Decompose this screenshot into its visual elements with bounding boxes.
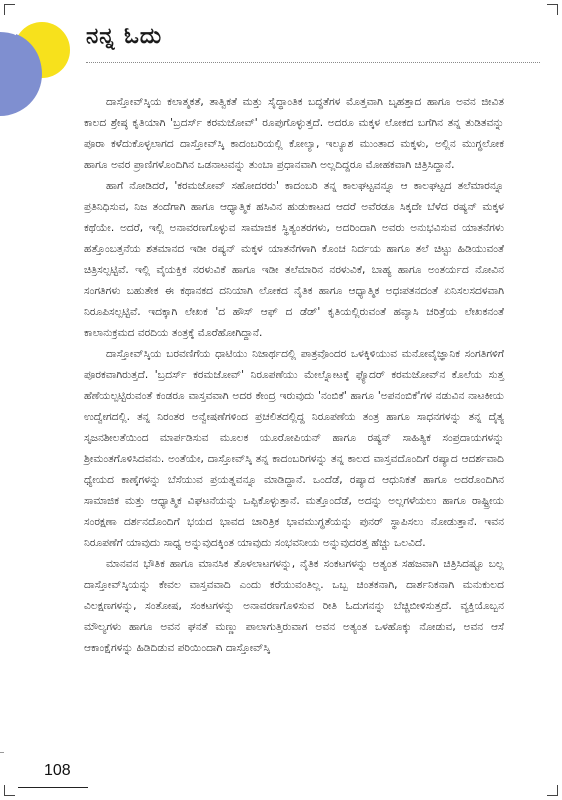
- page-number: 108: [44, 762, 71, 779]
- crop-mark-bottom-left: [4, 785, 15, 796]
- header-decoration-circles: [0, 20, 70, 120]
- chapter-title: ನನ್ನ ಓದು: [86, 24, 163, 49]
- paragraph: ಮಾನವನ ಭೌತಿಕ ಹಾಗೂ ಮಾನಸಿಕ ತೊಳಲಾಟಗಳನ್ನು, ನೈತಿಕ ಸಂಕಟಗಳನ್ನು ಅತ್ಯಂತ ಸಹಜವಾಗಿ ಚಿತ್ರಿಸಿದಷ್ಟೂ ಬಲ್ಲ ದಾಸ್ತೋವ್‌ಸ್ಕಿಯನ್ನು ಕೇವಲ ವಾಸ್ತವವಾದಿ ಎಂದು ಕರೆಯುವಂತಿಲ್ಲ. ಒಬ್ಬ ಚಿಂತಕನಾಗಿ, ದಾರ್ಶನಿಕನಾಗಿ ಮನುಕುಲದ ವಿಲಕ್ಷಣಗಳನ್ನು, ಸಂತೋಷ, ಸಂಕಟಗಳನ್ನು ಅನಾವರಣಗೊಳಿಸುವ ರೀತಿ ಓದುಗನನ್ನು ಬೆಚ್ಚಿಬೀಳಿಸುತ್ತದೆ. ವ್ಯಕ್ತಿಯೊಬ್ಬನ ಮೌಲ್ಯಗಳು ಹಾಗೂ ಅವನ ಘನತೆ ಮಣ್ಣು ಪಾಲಾಗುತ್ತಿರುವಾಗ ಅವನ ಅತ್ಯಂತ ಒಳಹೊಕ್ಕು ನೋಡುವ, ಅವನ ಆಸೆ ಆಕಾಂಕ್ಷೆಗಳನ್ನು ಹಿಡಿದಿಡುವ ಪರಿಯಿಂದಾಗಿ ದಾಸ್ತೋವ್‌ಸ್ಕಿ: [84, 558, 504, 654]
- body-text: [84, 92, 504, 659]
- crop-mark-top-left: [4, 4, 15, 15]
- paragraph: ದಾಸ್ತೋವ್‌ಸ್ಕಿಯ ಬರವಣಿಗೆಯ ಧಾಟಿಯು ನಿಜಾರ್ಥದಲ್ಲಿ ಪಾತ್ರವೊಂದರ ಒಳಕ್ಕಿಳಿಯುವ ಮನೋವೈಜ್ಞಾನಿಕ ಸಂಗತಿಗಳಿಗೆ ಪೂರಕವಾಗಿರುತ್ತದೆ. 'ಬ್ರದರ್ಸ್ ಕರಮಜೋವ್' ನಿರೂಪಣೆಯು ಮೇಲ್ನೋಟಕ್ಕೆ ಫ್ಯೊದರ್ ಕರಮಜೋವ್‌ನ ಕೊಲೆಯ ಸುತ್ತ ಹೆಣೆಯಲ್ಪಟ್ಟಿರುವಂತೆ ಕಂಡರೂ ವಾಸ್ತವವಾಗಿ ಅದರ ಕೇಂದ್ರ ಇರುವುದು 'ನಂಬಿಕೆ' ಹಾಗೂ 'ಅಪನಂಬಿಕೆ'ಗಳ ನಡುವಿನ ನಾಟಕೀಯ ಉದ್ವೇಗದಲ್ಲಿ. ತನ್ನ ನಿರಂತರ ಅನ್ವೇಷಣೆಗಳಿಂದ ಪ್ರಚಲಿತದಲ್ಲಿದ್ದ ನಿರೂಪಣೆಯ ತಂತ್ರ ಹಾಗೂ ಸಾಧನಗಳನ್ನು ತನ್ನ ದೈತ್ಯ ಸೃಜನಶೀಲತೆಯಿಂದ ಮಾರ್ಪಡಿಸುವ ಮೂಲಕ ಯೂರೋಪಿಯನ್ ಹಾಗೂ ರಷ್ಯನ್ ಸಾಹಿತ್ಯಿಕ ಸಂಪ್ರದಾಯಗಳನ್ನು ಶ್ರೀಮಂತಗೊಳಿಸಿದವನು. ಅಂತೆಯೇ, ದಾಸ್ತೋವ್‌ಸ್ಕಿ ತನ್ನ ಕಾದಂಬರಿಗಳನ್ನು ತನ್ನ ಕಾಲದ ವಾಸ್ತವದೊಂದಿಗೆ ರಷ್ಯಾದ ಆದರ್ಶವಾದಿ ಧ್ಯೇಯದ ಕಾಣ್ಕೆಗಳನ್ನು ಬೆಸೆಯುವ ಪ್ರಯತ್ನವನ್ನೂ ಮಾಡಿದ್ದಾನೆ. ಒಂದೆಡೆ, ರಷ್ಯಾದ ಆಧುನಿಕತೆ ಹಾಗೂ ಅದರೊಂದಿಗಿನ ಸಾಮಾಜಿಕ ಮತ್ತು ಆಧ್ಯಾತ್ಮಿಕ ವಿಘಟನೆಯನ್ನು ಒಪ್ಪಿಕೊಳ್ಳುತ್ತಾನೆ. ಮತ್ತೊಂದೆಡೆ, ಅದನ್ನು ಅಲ್ಲಗಳೆಯಲು ಹಾಗೂ ರಾಷ್ಟ್ರೀಯ ಸಂರಕ್ಷಣಾ ದರ್ಶನದೊಂದಿಗೆ ಭಯದ ಭಾವದ ಚಾರಿತ್ರಿಕ ಭಾವಮುಗ್ಧತೆಯನ್ನು ಪುನರ್ ಸ್ಥಾಪಿಸಲು ನೋಡುತ್ತಾನೆ. ಇವನ ನಿರೂಪಣೆಗೆ ಯಾವುದು ಸಾಧ್ಯ ಅನ್ನುವುದಕ್ಕಿಂತ ಯಾವುದು ಸಂಭವನೀಯ ಅನ್ನುವುದರತ್ತ ಹೆಚ್ಚು ಒಲವಿದೆ.: [84, 348, 504, 549]
- crop-mark-top-right: [547, 4, 558, 15]
- page-number-rule: [18, 787, 88, 788]
- margin-tick: [0, 752, 4, 753]
- crop-mark-bottom-right: [547, 785, 558, 796]
- title-divider: [86, 62, 540, 63]
- paragraph: ದಾಸ್ತೋವ್‌ಸ್ಕಿಯ ಕಲಾತ್ಮಕತೆ, ತಾತ್ವಿಕತೆ ಮತ್ತು ಸೈದ್ಧಾಂತಿಕ ಬದ್ಧತೆಗಳ ಮೊತ್ತವಾಗಿ ಬೃಹತ್ತಾದ ಹಾಗೂ ಅವನ ಜೀವಿತ ಕಾಲದ ಶ್ರೇಷ್ಠ ಕೃತಿಯಾಗಿ 'ಬ್ರದರ್ಸ್ ಕರಮಜೋವ್' ರೂಪುಗೊಳ್ಳುತ್ತದೆ. ಅದರೂ ಮಕ್ಕಳ ಲೋಕದ ಬಗೆಗಿನ ತನ್ನ ತುಡಿತವನ್ನು ಪೂರಾ ಕಳೆದುಕೊಳ್ಳಲಾಗದ ದಾಸ್ತೋವ್‌ಸ್ಕಿ ಕಾದಂಬರಿಯಲ್ಲಿ ಕೋಲ್ಯಾ, ಇಲ್ಯೂಶ ಮುಂತಾದ ಮಕ್ಕಳು, ಅಲ್ಲಿನ ಮುಗ್ಧಲೋಕ ಹಾಗೂ ಅವರ ಪ್ರಾಣಿಗಳೊಂದಿಗಿನ ಒಡನಾಟವನ್ನು ತುಂಬಾ ಪ್ರಧಾನವಾಗಿ ಅಲ್ಲದಿದ್ದರೂ ಮೋಹಕವಾಗಿ ಚಿತ್ರಿಸಿದ್ದಾನೆ.: [84, 96, 504, 171]
- paragraph: ಹಾಗೆ ನೋಡಿದರೆ, 'ಕರಮಜೋವ್ ಸಹೋದರರು' ಕಾದಂಬರಿ ತನ್ನ ಕಾಲಘಟ್ಟವನ್ನೂ ಆ ಕಾಲಘಟ್ಟದ ತಲೆಮಾರನ್ನೂ ಪ್ರತಿನಿಧಿಸುವ, ನಿಜ ತಂದೆಗಾಗಿ ಹಾಗೂ ಆಧ್ಯಾತ್ಮಿಕ ಹಸಿವಿನ ಹುಡುಕಾಟದ ಆದರೆ ಅವೆರಡೂ ಸಿಕ್ಕದೇ ಬೆಳೆದ ರಷ್ಯನ್ ಮಕ್ಕಳ ಕಥೆಯೇ. ಅದರೆ, ಇಲ್ಲಿ ಅನಾವರಣಗೊಳ್ಳುವ ಸಾಮಾಜಿಕ ಸ್ಥಿತ್ಯಂತರಗಳು, ಅದರಿಂದಾಗಿ ಅವರು ಅನುಭವಿಸುವ ಯಾತನೆಗಳು ಹತ್ತೊಂಬತ್ತನೆಯ ಶತಮಾನದ ಇಡೀ ರಷ್ಯನ್ ಮಕ್ಕಳ ಯಾತನೆಗಳಾಗಿ ಕೊಂಚ ನಿರ್ದಯ ಹಾಗೂ ತಲೆ ಚಿಟ್ಟು ಹಿಡಿಯುವಂತೆ ಚಿತ್ರಿಸಲ್ಪಟ್ಟಿವೆ. ಇಲ್ಲಿ ವೈಯಕ್ತಿಕ ನರಳುವಿಕೆ ಹಾಗೂ ಇಡೀ ತಲೆಮಾರಿನ ನರಳುವಿಕೆ, ಬಾಹ್ಯ ಹಾಗೂ ಅಂತರ್ಯದ ನೋವಿನ ಸಂಗತಿಗಳು ಬಹುತೇಕ ಈ ಕಥಾನಕದ ದನಿಯಾಗಿ ಲೋಕದ ನೈತಿಕ ಹಾಗೂ ಆಧ್ಯಾತ್ಮಿಕ ಅಧಃಪತನದಂತೆ ಏನಿಸಲಸದಳವಾಗಿ ನಿರೂಪಿಸಲ್ಪಟ್ಟಿವೆ. ಇದಕ್ಕಾಗಿ ಲೇಖಕ 'ದ ಹೌಸ್ ಆಫ್ ದ ಡೆಡ್' ಕೃತಿಯಲ್ಲಿರುವಂತೆ ಹವ್ಯಾಸಿ ಚರಿತ್ರೆಯ ಲೇಖಕನಂತೆ ಕಾಲಾನುಕ್ರಮದ ವರದಿಯ ತಂತ್ರಕ್ಕೆ ಮೊರೆಹೋಗಿದ್ದಾನೆ.: [84, 180, 504, 339]
